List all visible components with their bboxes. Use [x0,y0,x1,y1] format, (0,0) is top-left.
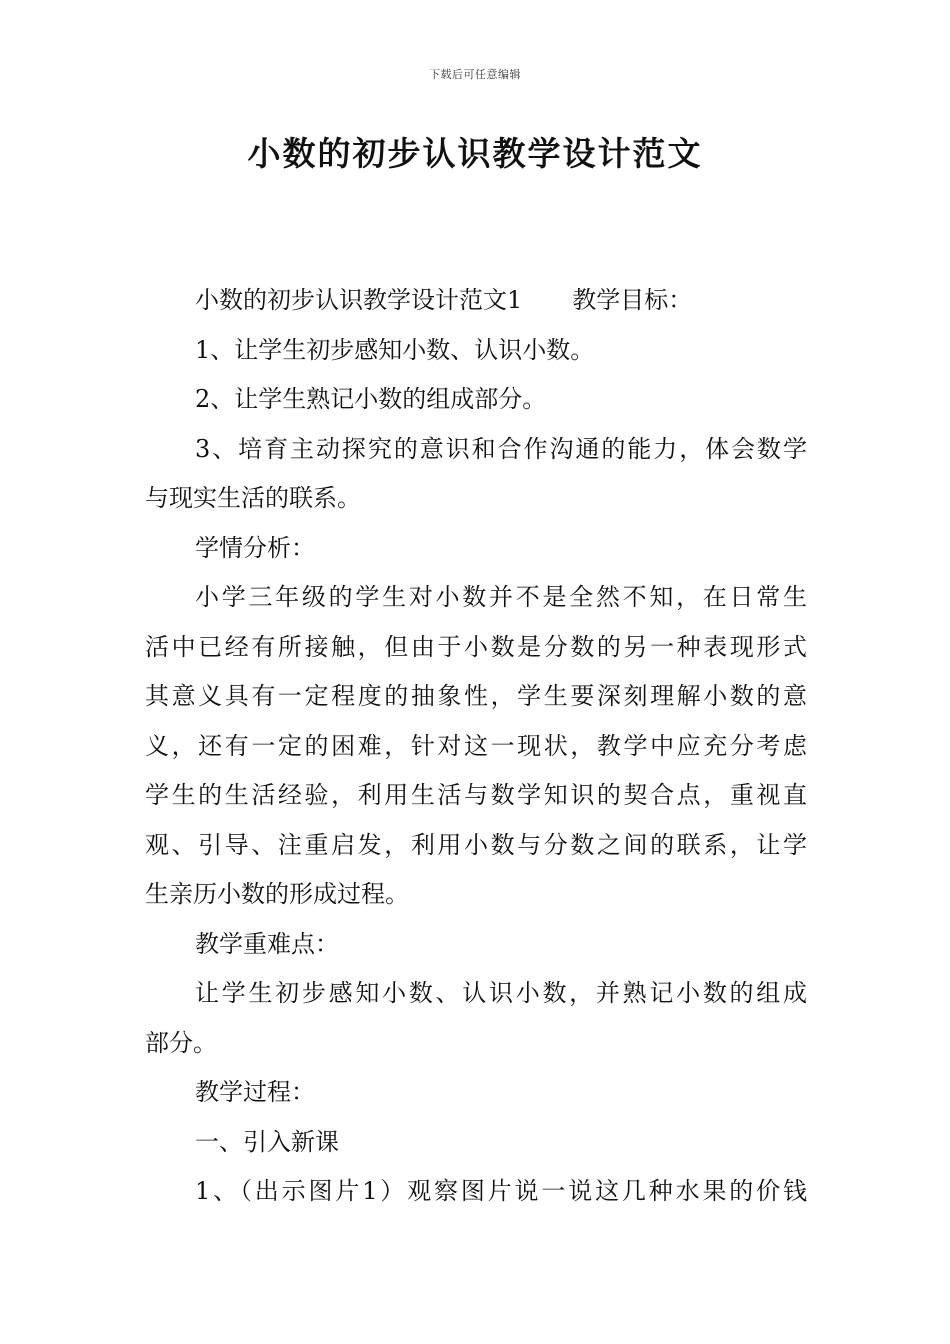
paragraph-line: 学生的生活经验，利用生活与数学知识的契合点，重视直 [145,781,807,809]
section-heading: 学情分析： [195,533,315,562]
paragraph-line: 生亲历小数的形成过程。 [145,880,409,908]
document-title: 小数的初步认识教学设计范文 [247,134,703,173]
paragraph-line: 2、让学生熟记小数的组成部分。 [195,385,547,413]
section-heading: 教学目标： [572,286,693,314]
paragraph-line: 部分。 [145,1028,217,1057]
section-title: 小数的初步认识教学设计范文1 [195,286,523,314]
header-note: 下载后可任意编辑 [429,68,521,81]
paragraph-line: 义，还有一定的困难，针对这一现状，教学中应充分考虑 [145,731,807,760]
paragraph-line: 3、培育主动探究的意识和合作沟通的能力，体会数学 [195,434,807,463]
paragraph-line: 活中已经有所接触，但由于小数是分数的另一种表现形式 [145,632,807,661]
document-body [145,276,807,1217]
paragraph-line: 其意义具有一定程度的抽象性，学生要深刻理解小数的意 [145,682,807,710]
paragraph-line: 小学三年级的学生对小数并不是全然不知，在日常生 [195,583,807,611]
section-heading: 教学重难点： [195,929,339,958]
section-heading: 一、引入新课 [195,1127,339,1156]
section-heading: 教学过程： [195,1078,315,1106]
paragraph-line: 观、引导、注重启发，利用小数与分数之间的联系，让学 [145,830,807,859]
paragraph-line: 与现实生活的联系。 [145,484,361,512]
paragraph-line [145,276,807,326]
paragraph-line: 1、让学生初步感知小数、认识小数。 [195,335,595,364]
paragraph-line: 让学生初步感知小数、认识小数，并熟记小数的组成 [195,979,807,1007]
paragraph-line: 1、（出示图片1）观察图片说一说这几种水果的价钱 [195,1177,807,1205]
